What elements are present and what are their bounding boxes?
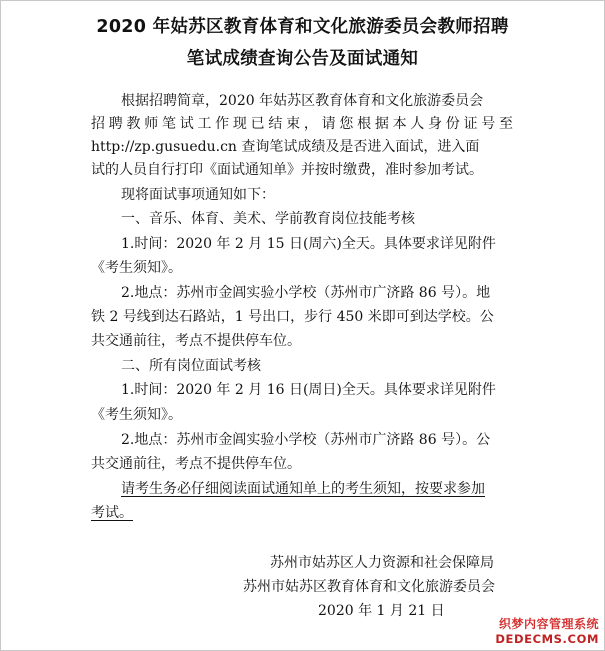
para1-line-1: 根据招聘简章，2020 年姑苏区教育体育和文化旅游委员会 xyxy=(121,93,484,109)
watermark-cn-text: 织梦内容管理系统 xyxy=(498,617,599,631)
section2-time-line-1: 1.时间：2020 年 2 月 16 日(周日)全天。具体要求详见附件 xyxy=(121,382,496,398)
signature-org-1: 苏州市姑苏区人力资源和社会保障局 xyxy=(270,555,494,571)
section2-heading: 二、所有岗位面试考核 xyxy=(121,358,261,374)
notice-line-2: 考试。 xyxy=(91,505,133,521)
section2-time-line-2: 《考生须知》。 xyxy=(91,407,182,423)
section1-heading: 一、音乐、体育、美术、学前教育岗位技能考核 xyxy=(121,211,415,227)
para1-line-4: 试的人员自行打印《面试通知单》并按时缴费，准时参加考试。 xyxy=(91,162,483,178)
notice-line-1: 请考生务必仔细阅读面试通知单上的考生须知，按要求参加 xyxy=(121,481,485,497)
watermark-en-text: DEDECMS.COM xyxy=(495,632,599,646)
signature-date: 2020 年 1 月 21 日 xyxy=(318,603,445,619)
section1-place-line-3: 共交通前往，考点不提供停车位。 xyxy=(91,333,301,349)
document-title-line-1: 2020 年姑苏区教育体育和文化旅游委员会教师招聘 xyxy=(96,17,509,37)
section1-time-line-1: 1.时间：2020 年 2 月 15 日(周六)全天。具体要求详见附件 xyxy=(121,236,496,252)
signature-org-2: 苏州市姑苏区教育体育和文化旅游委员会 xyxy=(243,579,495,595)
section2-place-line-2: 共交通前往，考点不提供停车位。 xyxy=(91,456,301,472)
intro-line: 现将面试事项通知如下： xyxy=(121,187,275,203)
section1-place-line-1: 2.地点：苏州市金阊实验小学校（苏州市广济路 86 号）。地 xyxy=(121,285,491,301)
site-watermark xyxy=(495,617,599,647)
section1-time-line-2: 《考生须知》。 xyxy=(91,260,182,276)
document-title-line-2: 笔试成绩查询公告及面试通知 xyxy=(186,49,419,69)
para1-line-2: 招聘教师笔试工作现已结束，请您根据本人身份证号至 xyxy=(91,116,513,132)
section1-place-line-2: 铁 2 号线到达石路站，1 号出口，步行 450 米即可到达学校。公 xyxy=(91,309,494,325)
para1-line-3: http://zp.gusuedu.cn 查询笔试成绩及是否进入面试，进入面 xyxy=(91,139,480,155)
section2-place-line-1: 2.地点：苏州市金阊实验小学校（苏州市广济路 86 号）。公 xyxy=(121,432,491,448)
